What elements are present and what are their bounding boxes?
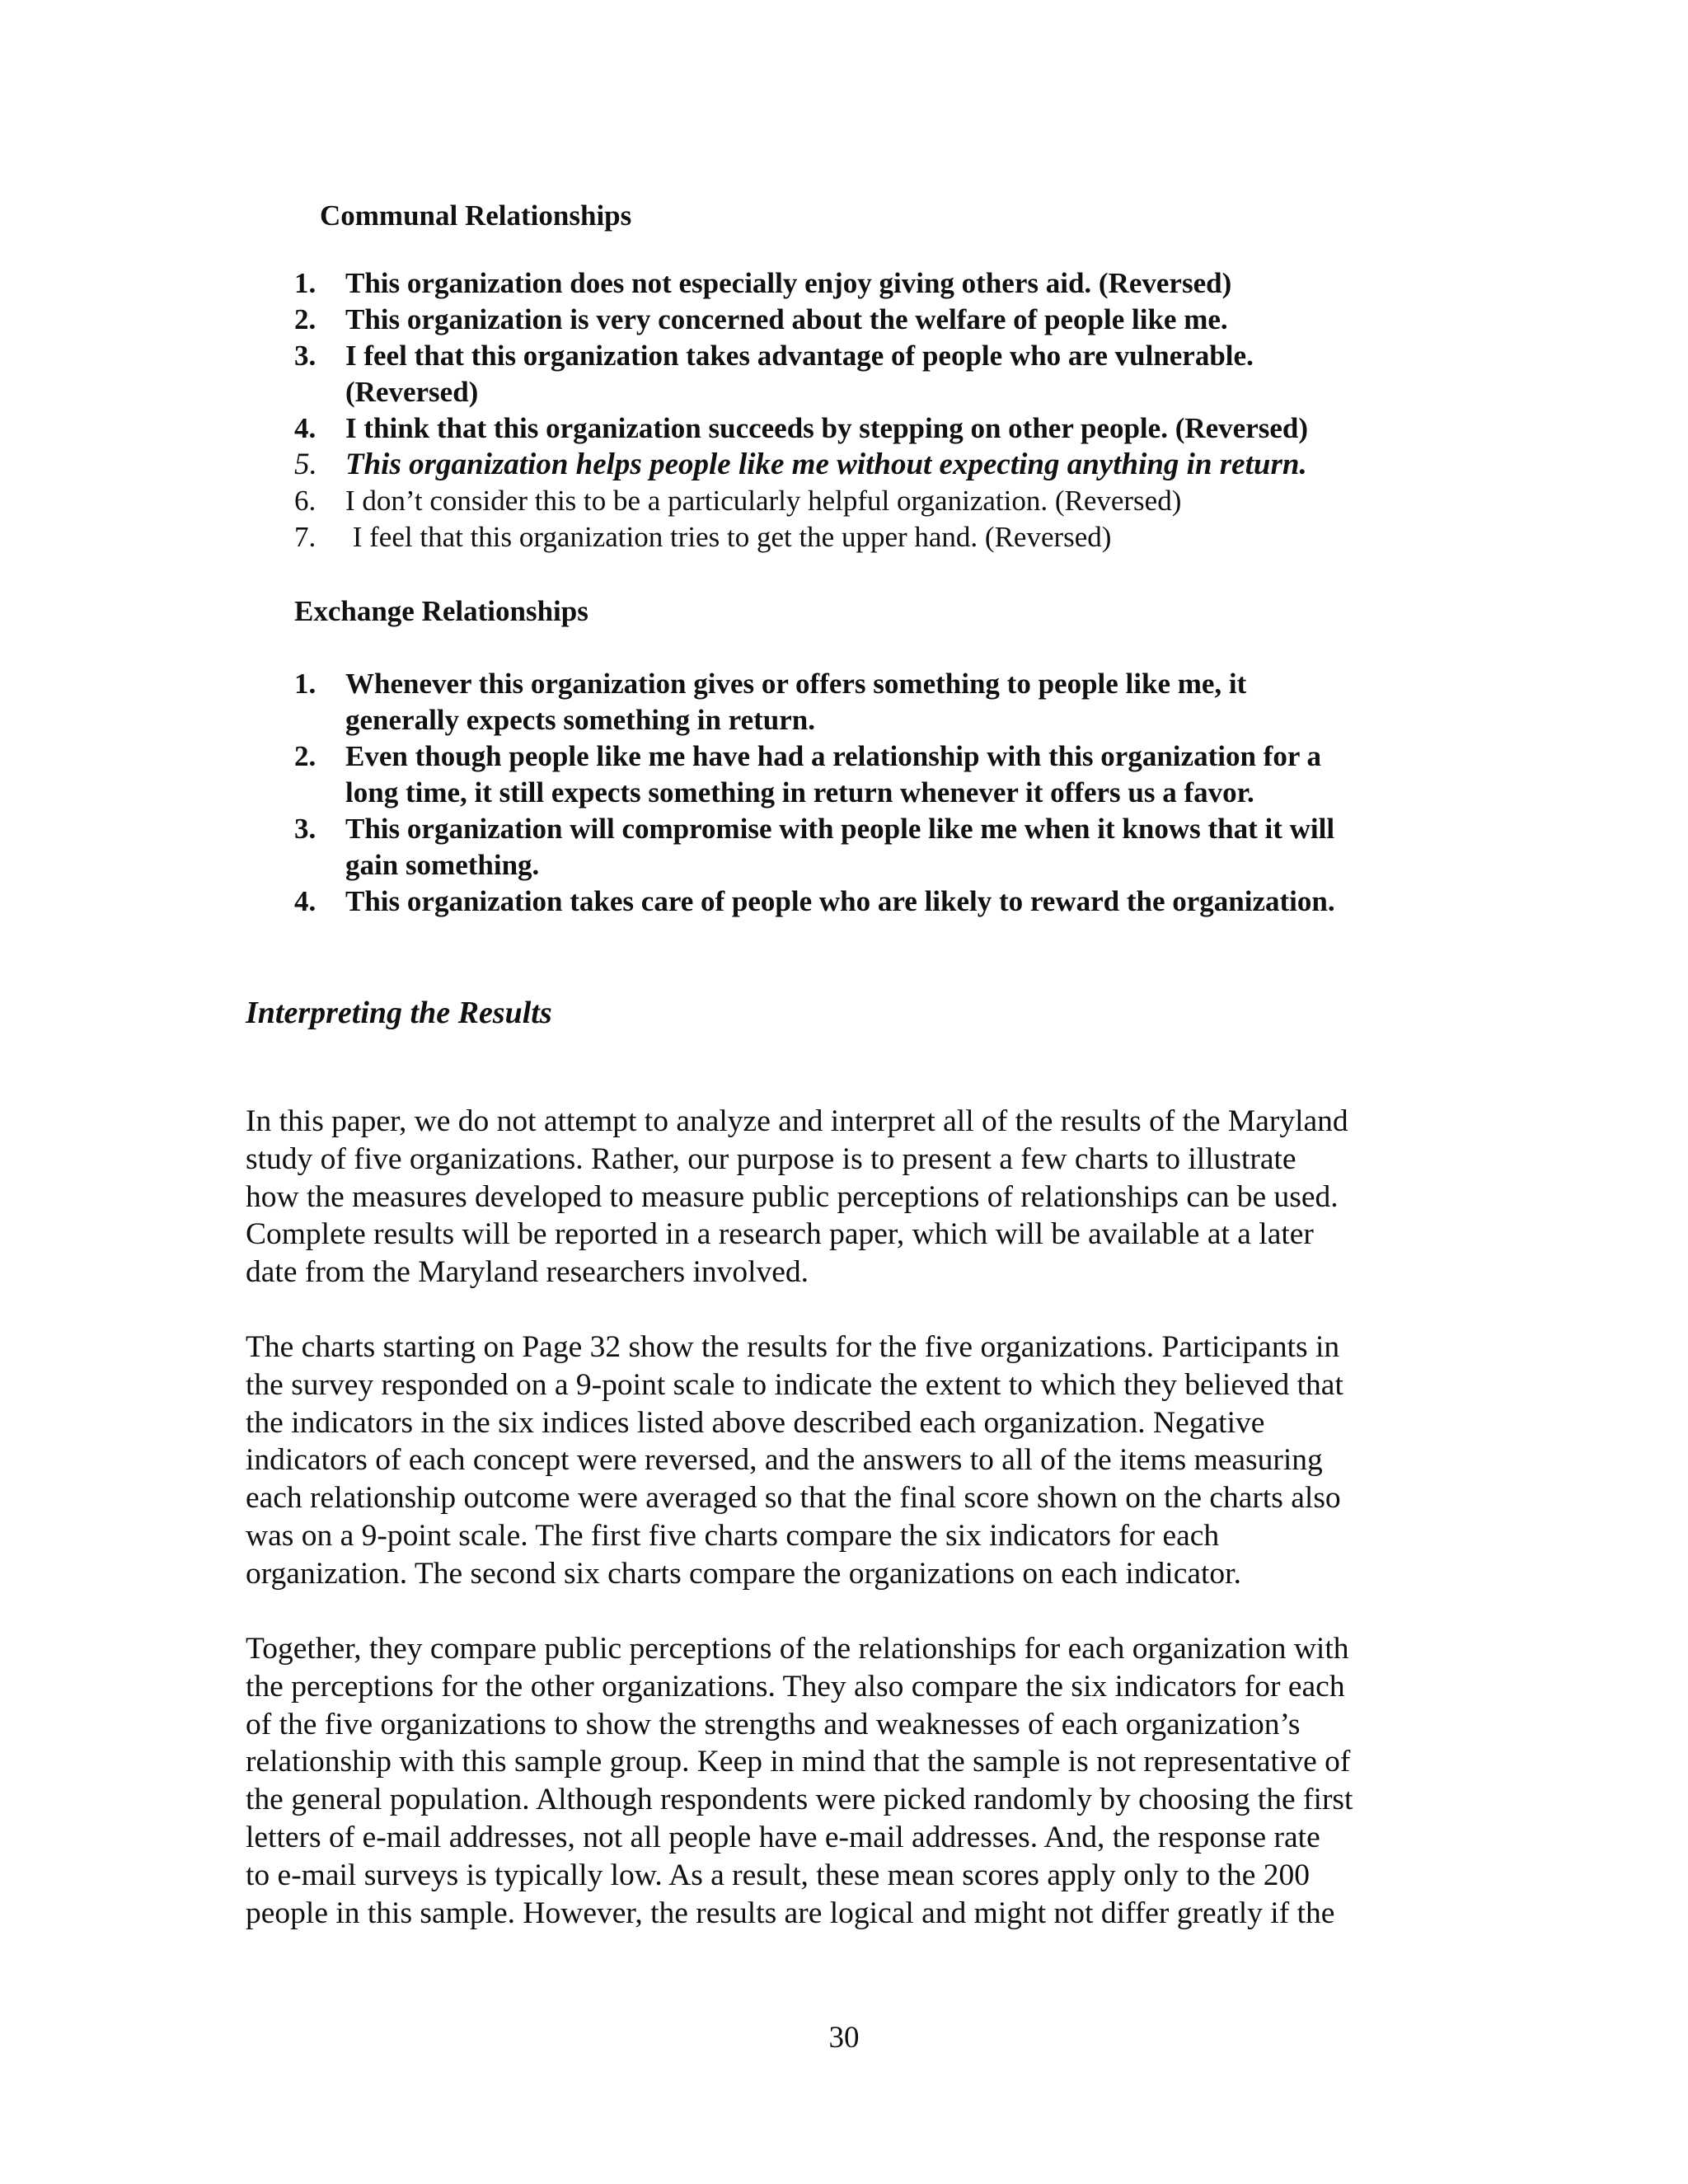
item-number: 3.: [294, 813, 316, 845]
exchange-heading: Exchange Relationships: [294, 595, 588, 627]
paragraph-line: of the five organizations to show the strengths and weaknesses of each organization’s: [246, 1707, 1301, 1741]
paragraph-1: [246, 1103, 1449, 1291]
item-number: 2.: [294, 303, 316, 335]
exchange-list: [294, 666, 1448, 920]
communal-item-5: [294, 447, 1448, 483]
item-text: This organization helps people like me without expecting anything in return.: [345, 448, 1307, 481]
item-text: I feel that this organization takes advantage of people who are vulnerable.: [345, 340, 1254, 372]
communal-heading: Communal Relationships: [320, 199, 632, 232]
item-text: This organization takes care of people who are likely to reward the organization.: [345, 885, 1335, 917]
exchange-item-4: [294, 883, 1448, 920]
communal-item-4: [294, 410, 1448, 447]
item-number: 4.: [294, 885, 316, 917]
paragraph-line: Together, they compare public perceptions of the relationships for each organization with: [246, 1632, 1349, 1666]
item-text: This organization will compromise with people like me when it knows that it will: [345, 813, 1335, 845]
item-number: 7.: [294, 521, 316, 553]
paragraph-3: [246, 1630, 1449, 1932]
paragraph-line: people in this sample. However, the results are logical and might not differ greatly if the: [246, 1896, 1335, 1930]
paragraph-line: each relationship outcome were averaged so that the final score shown on the charts also: [246, 1481, 1341, 1516]
item-text: Even though people like me have had a relationship with this organization for a: [345, 740, 1321, 772]
item-text: I think that this organization succeeds by stepping on other people. (Reversed): [345, 412, 1309, 444]
paragraph-line: The charts starting on Page 32 show the results for the five organizations. Participants in: [246, 1330, 1340, 1364]
communal-item-7: [294, 519, 1448, 555]
communal-list: [294, 265, 1448, 555]
item-text-continued: gain something.: [345, 849, 540, 881]
item-text-continued: long time, it still expects something in return whenever it offers us a favor.: [345, 776, 1254, 808]
paragraph-line: indicators of each concept were reversed, and the answers to all of the items measuring: [246, 1443, 1323, 1478]
paragraph-line: date from the Maryland researchers involved.: [246, 1255, 809, 1290]
item-text-continued: (Reversed): [345, 376, 479, 408]
paragraph-line: relationship with this sample group. Keep in mind that the sample is not representative of: [246, 1745, 1351, 1779]
communal-item-2: [294, 302, 1448, 338]
communal-item-6: [294, 483, 1448, 519]
paragraph-2: [246, 1329, 1449, 1593]
item-number: 1.: [294, 668, 316, 700]
item-number: 2.: [294, 740, 316, 772]
paragraph-line: the indicators in the six indices listed above described each organization. Negative: [246, 1405, 1265, 1440]
paragraph-line: organization. The second six charts compare the organizations on each indicator.: [246, 1556, 1241, 1591]
paragraph-line: Complete results will be reported in a research paper, which will be available at a later: [246, 1217, 1314, 1252]
item-text: This organization does not especially enjoy giving others aid. (Reversed): [345, 267, 1232, 299]
item-number: 5.: [294, 448, 317, 481]
paragraph-line: the survey responded on a 9-point scale to indicate the extent to which they believed that: [246, 1367, 1343, 1402]
paragraph-line: study of five organizations. Rather, our purpose is to present a few charts to illustrate: [246, 1141, 1296, 1176]
communal-item-3: [294, 338, 1448, 410]
paragraph-line: the general population. Although respondents were picked randomly by choosing the first: [246, 1783, 1353, 1817]
item-number: 6.: [294, 485, 316, 517]
paragraph-line: the perceptions for the other organizations. They also compare the six indicators for each: [246, 1669, 1345, 1704]
paragraph-line: was on a 9-point scale. The first five charts compare the six indicators for each: [246, 1518, 1220, 1553]
item-text-continued: generally expects something in return.: [345, 704, 815, 736]
page-number: 30: [828, 2021, 860, 2055]
exchange-item-2: [294, 738, 1448, 811]
item-number: 1.: [294, 267, 316, 299]
paragraph-line: In this paper, we do not attempt to analyze and interpret all of the results of the Maryland: [246, 1104, 1348, 1138]
paragraph-line: how the measures developed to measure public perceptions of relationships can be used.: [246, 1179, 1339, 1214]
item-text: I feel that this organization tries to get the upper hand. (Reversed): [345, 521, 1112, 553]
paragraph-line: letters of e-mail addresses, not all people have e-mail addresses. And, the response rate: [246, 1820, 1320, 1854]
item-number: 4.: [294, 412, 316, 444]
exchange-item-3: [294, 811, 1448, 883]
item-text: I don’t consider this to be a particularly helpful organization. (Reversed): [345, 485, 1182, 517]
item-number: 3.: [294, 340, 316, 372]
section-title: Interpreting the Results: [246, 996, 552, 1030]
paragraph-line: to e-mail surveys is typically low. As a result, these mean scores apply only to the 200: [246, 1858, 1311, 1892]
item-text: Whenever this organization gives or offers something to people like me, it: [345, 668, 1247, 700]
exchange-item-1: [294, 666, 1448, 738]
item-text: This organization is very concerned about the welfare of people like me.: [345, 303, 1228, 335]
communal-item-1: [294, 265, 1448, 302]
